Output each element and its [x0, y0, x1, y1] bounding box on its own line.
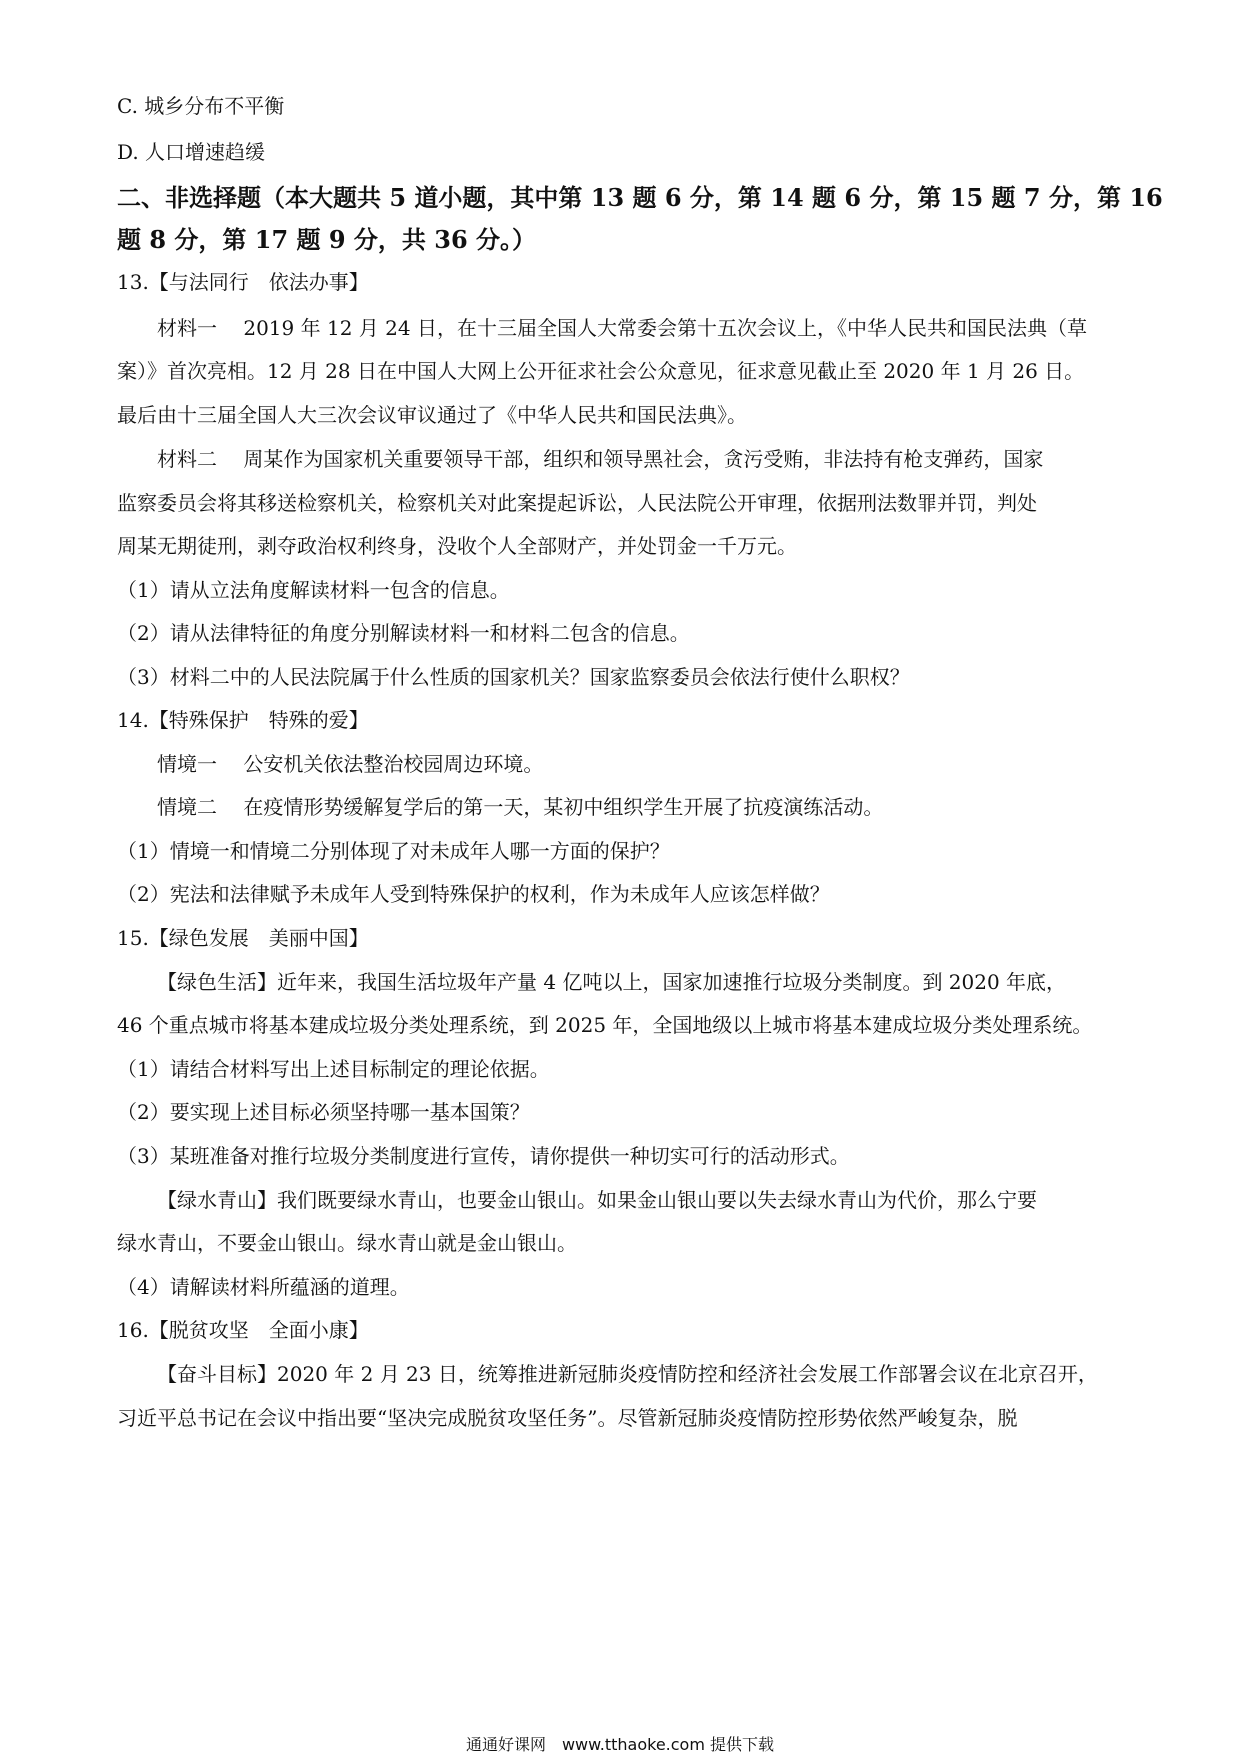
q16-goal-cont: 习近平总书记在会议中指出要“坚决完成脱贫攻坚任务”。尽管新冠肺炎疫情防控形势依然严峻复杂，脱 [117, 1406, 1018, 1430]
q15-green-life: 【绿色生活】近年来，我国生活垃圾年产量 4 亿吨以上，国家加速推行垃圾分类制度。到 2020 年底， [157, 970, 1067, 994]
q13-material1-cont2: 最后由十三届全国人大三次会议审议通过了《中华人民共和国民法典》。 [117, 403, 747, 427]
q13-material1: 材料一 2019 年 12 月 24 日，在十三届全国人大常委会第十五次会议上，《中华人民共和国民法典（草 [157, 316, 1087, 340]
q13-sub1: （1）请从立法角度解读材料一包含的信息。 [117, 578, 510, 602]
q14-sub2: （2）宪法和法律赋予未成年人受到特殊保护的权利，作为未成年人应该怎样做？ [117, 882, 830, 906]
q15-sub3: （3）某班准备对推行垃圾分类制度进行宣传，请你提供一种切实可行的活动形式。 [117, 1144, 850, 1168]
q13-material2: 材料二 周某作为国家机关重要领导干部，组织和领导黑社会，贪污受贿，非法持有枪支弹药，国家 [157, 447, 1044, 471]
q15-green-mountains: 【绿水青山】我们既要绿水青山，也要金山银山。如果金山银山要以失去绿水青山为代价，那么宁要 [157, 1188, 1037, 1212]
q13-sub3: （3）材料二中的人民法院属于什么性质的国家机关？国家监察委员会依法行使什么职权？ [117, 665, 910, 689]
q15-title: 15.【绿色发展 美丽中国】 [117, 926, 369, 950]
option-d: D. 人口增速趋缓 [117, 140, 266, 164]
q15-sub1: （1）请结合材料写出上述目标制定的理论依据。 [117, 1057, 550, 1081]
q15-green-life-cont: 46 个重点城市将基本建成垃圾分类处理系统，到 2025 年，全国地级以上城市将基本建成垃圾分类处理系统。 [117, 1013, 1093, 1037]
q16-goal: 【奋斗目标】2020 年 2 月 23 日，统筹推进新冠肺炎疫情防控和经济社会发展工作部署会议在北京召开， [157, 1362, 1098, 1386]
q14-scene2: 情境二 在疫情形势缓解复学后的第一天，某初中组织学生开展了抗疫演练活动。 [157, 795, 884, 819]
q13-sub2: （2）请从法律特征的角度分别解读材料一和材料二包含的信息。 [117, 621, 690, 645]
page-footer: 通通好课网 www.tthaoke.com 提供下载 [465, 1735, 775, 1754]
q15-sub2: （2）要实现上述目标必须坚持哪一基本国策？ [117, 1100, 530, 1124]
section-heading-cont: 题 8 分，第 17 题 9 分，共 36 分。） [117, 225, 537, 254]
q16-title: 16.【脱贫攻坚 全面小康】 [117, 1318, 369, 1342]
q15-green-mountains-cont: 绿水青山，不要金山银山。绿水青山就是金山银山。 [117, 1231, 577, 1255]
q14-title: 14.【特殊保护 特殊的爱】 [117, 708, 369, 732]
option-c: C. 城乡分布不平衡 [117, 94, 285, 118]
q13-title: 13.【与法同行 依法办事】 [117, 270, 369, 294]
q13-material1-cont: 案）》首次亮相。12 月 28 日在中国人大网上公开征求社会公众意见，征求意见截止至 2020 年 1 月 26 日。 [117, 359, 1085, 383]
q14-sub1: （1）情境一和情境二分别体现了对未成年人哪一方面的保护？ [117, 839, 670, 863]
q14-scene1: 情境一 公安机关依法整治校园周边环境。 [157, 752, 544, 776]
q13-material2-cont2: 周某无期徒刑，剥夺政治权利终身，没收个人全部财产，并处罚金一千万元。 [117, 534, 797, 558]
section-heading: 二、非选择题（本大题共 5 道小题，其中第 13 题 6 分，第 14 题 6 分，第 15 题 7 分，第 16 [117, 183, 1163, 212]
q13-material2-cont: 监察委员会将其移送检察机关，检察机关对此案提起诉讼，人民法院公开审理，依据刑法数罪并罚，判处 [117, 491, 1037, 515]
q15-sub4: （4）请解读材料所蕴涵的道理。 [117, 1275, 410, 1299]
